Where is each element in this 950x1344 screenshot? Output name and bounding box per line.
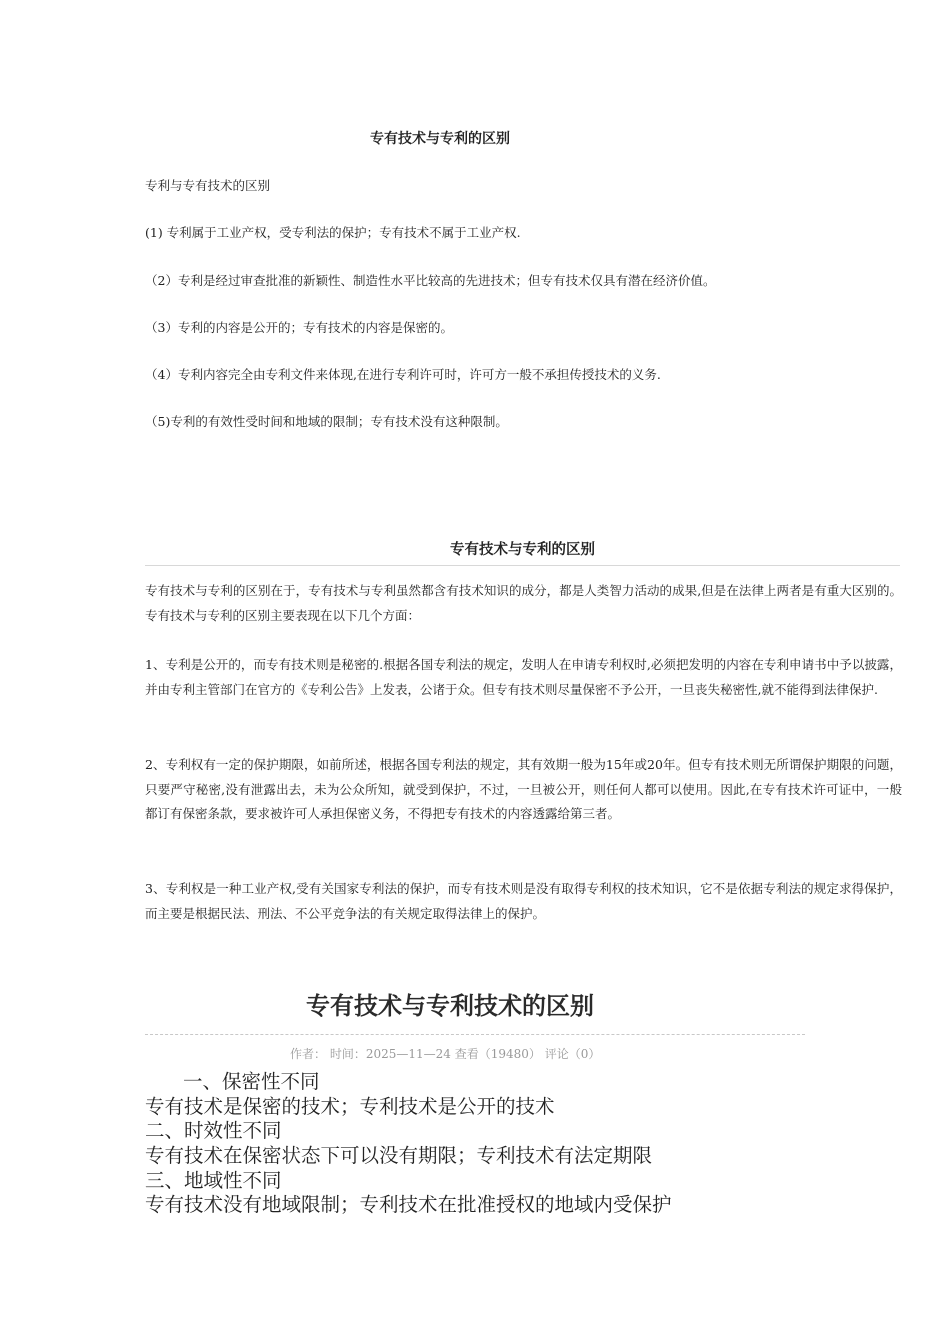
section2-paragraph-2: 2、专利权有一定的保护期限，如前所述，根据各国专利法的规定，其有效期一般为15年或20年。但专有技术则无所谓保护期限的问题，只要严守秘密,没有泄露出去，未为公众所知，就受到保护，不过，一旦被公开，则任何人都可以使用。因此,在专有技术许可证中，一般都订有保密条款，要求被许可人承担保密义务，不得把专有技术的内容透露给第三者。 [145, 757, 902, 821]
section1-item-5: （5)专利的有效性受时间和地域的限制；专有技术没有这种限制。 [145, 414, 508, 429]
section3-line-1: 专有技术是保密的技术；专利技术是公开的技术 [145, 1095, 555, 1118]
section2-divider [145, 565, 900, 566]
section3-heading-3: 三、地域性不同 [145, 1169, 282, 1192]
section1-item-4: （4）专利内容完全由专利文件来体现,在进行专利许可时，许可方一般不承担传授技术的义务. [145, 367, 661, 382]
section1-item-3: （3）专利的内容是公开的；专有技术的内容是保密的。 [145, 320, 453, 335]
section3-heading-2: 二、时效性不同 [145, 1119, 282, 1142]
section3-line-2: 专有技术在保密状态下可以没有期限；专利技术有法定期限 [145, 1144, 653, 1167]
section1-item-2: （2）专利是经过审查批准的新颖性、制造性水平比较高的先进技术；但专有技术仅具有潜在经济价值。 [145, 273, 716, 288]
section1-item-1: (1) 专利属于工业产权，受专利法的保护；专有技术不属于工业产权. [145, 225, 521, 240]
section2-paragraph-intro: 专有技术与专利的区别在于，专有技术与专利虽然都含有技术知识的成分，都是人类智力活动的成果,但是在法律上两者是有重大区别的。专有技术与专利的区别主要表现在以下几个方面： [145, 583, 902, 623]
section2-title: 专有技术与专利的区别 [450, 542, 595, 558]
section2-paragraph-1: 1、专利是公开的，而专有技术则是秘密的.根据各国专利法的规定，发明人在申请专利权时,必须把发明的内容在专利申请书中予以披露，并由专利主管部门在官方的《专利公告》上发表，公诸于众。但专有技术则尽量保密不予公开，一旦丧失秘密性,就不能得到法律保护. [145, 657, 902, 697]
section3-divider [145, 1034, 805, 1035]
section1-subtitle: 专利与专有技术的区别 [145, 178, 271, 193]
section3-title: 专有技术与专利技术的区别 [306, 992, 594, 1020]
section2-paragraph-3: 3、专利权是一种工业产权,受有关国家专利法的保护，而专有技术则是没有取得专利权的技术知识，它不是依据专利法的规定求得保护，而主要是根据民法、刑法、不公平竞争法的有关规定取得法律上的保护。 [145, 881, 902, 921]
section3-heading-1: 一、保密性不同 [183, 1070, 320, 1093]
article-meta: 作者： 时间：2025—11—24 查看（19480） 评论（0） [290, 1047, 601, 1061]
section1-title: 专有技术与专利的区别 [370, 131, 510, 147]
section3-line-3: 专有技术没有地域限制；专利技术在批准授权的地域内受保护 [145, 1193, 672, 1216]
